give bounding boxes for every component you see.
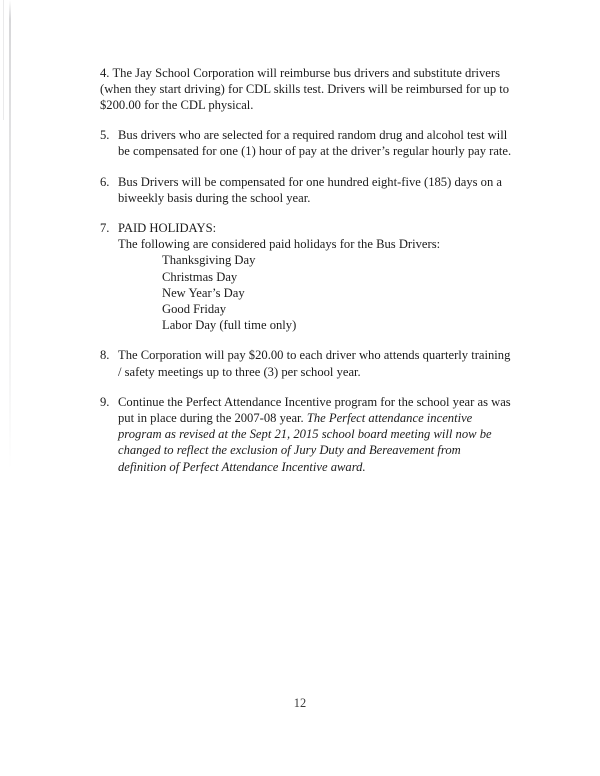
list-item-8-number: 8. — [100, 348, 110, 363]
list-item-9-text-italic: The Perfect attendance incentive program as revised at the Sept 21, 2015 school board meeting will now be changed to reflect the exclusion of Jury Duty and Bereavement from definition of Perfect Attendance Incentive award. — [118, 411, 492, 474]
page-number: 12 — [293, 696, 307, 710]
paid-holidays-heading: PAID HOLIDAYS: — [118, 221, 217, 236]
list-item-8 — [100, 347, 512, 379]
paid-holidays-list — [118, 252, 512, 333]
list-item-9-text-roman: Continue the Perfect Attendance Incentive program for the school year as was put in place during the 2007-08 year. — [118, 394, 511, 426]
holiday-item: Christmas Day — [162, 269, 238, 284]
list-item-5 — [100, 127, 512, 159]
list-item-6 — [100, 174, 512, 206]
list-item-7 — [100, 220, 512, 333]
holiday-item: Labor Day (full time only) — [162, 318, 297, 333]
list-item-8-text: The Corporation will pay $20.00 to each driver who attends quarterly training / safety meetings up to three (3) per school year. — [118, 348, 511, 379]
paid-holidays-intro: The following are considered paid holidays for the Bus Drivers: — [118, 237, 441, 252]
scan-artifact-streak — [9, 0, 11, 470]
document-body — [100, 52, 512, 489]
list-item-4-number: 4. — [100, 65, 110, 80]
list-item-5-text: Bus drivers who are selected for a required random drug and alcohol test will be compensated for one (1) hour of pay at the driver’s regular hourly pay rate. — [118, 128, 512, 159]
list-item-9 — [100, 394, 512, 475]
list-item-4 — [100, 65, 512, 114]
list-item-7-number: 7. — [100, 221, 110, 236]
holiday-item: Good Friday — [162, 302, 227, 317]
holiday-item: New Year’s Day — [162, 285, 245, 300]
list-item-9-number: 9. — [100, 394, 110, 409]
list-item-4-text: The Jay School Corporation will reimburse bus drivers and substitute drivers (when they start driving) for CDL skills test. Drivers will be reimbursed for up to $200.00 for the CDL physical. — [100, 65, 510, 112]
scan-artifact-streak-secondary — [3, 0, 4, 120]
list-item-6-number: 6. — [100, 174, 110, 189]
list-item-6-text: Bus Drivers will be compensated for one hundred eight-five (185) days on a biweekly basis during the school year. — [118, 174, 503, 205]
list-item-5-number: 5. — [100, 128, 110, 143]
holiday-item: Thanksgiving Day — [162, 253, 256, 268]
